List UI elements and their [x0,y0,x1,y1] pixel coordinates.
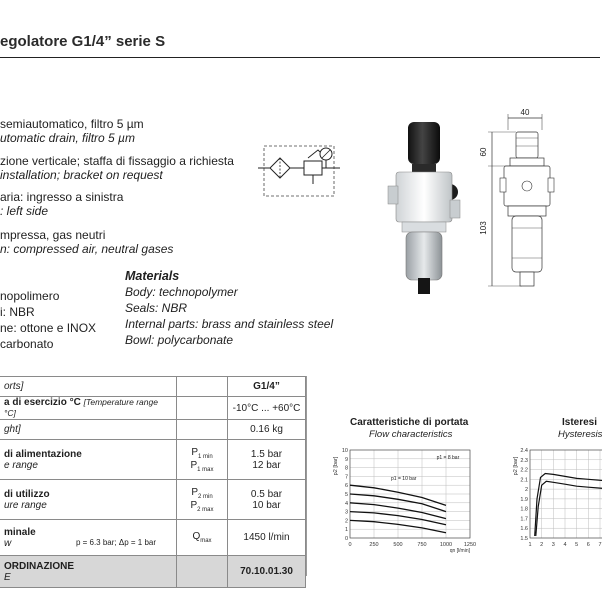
y-tick-label: 7 [344,474,348,481]
flow-it: minale [4,526,36,538]
x-axis-label: qn [l/min] [449,548,470,554]
feature-1 [0,117,144,145]
outlet-sym-max: P [190,499,198,511]
order-code: 70.10.01.30 [228,556,306,588]
title-rule [0,57,600,58]
y-axis-label: p2 [bar] [333,456,339,476]
feature-3-it: aria: ingresso a sinistra [0,190,124,204]
outlet-min: 0.5 bar [250,488,283,500]
outlet-sub-max: 2 max [197,506,214,513]
supply-values [228,440,306,480]
y-tick-label: 2.4 [520,448,528,454]
supply-en: e range [4,459,38,471]
y-tick-label: 1.7 [520,516,528,523]
flow-value: 1450 l/min [228,520,306,556]
supply-sub-min: 1 min [198,453,213,460]
material-en-2: Seals: NBR [125,301,188,315]
feature-4-en: n: compressed air, neutral gases [0,242,174,256]
material-en-4: Bowl: polycarbonate [125,333,234,347]
outlet-it: di utilizzo [4,488,50,500]
y-tick-label: 4 [344,500,348,507]
section-divider [306,376,307,576]
x-tick-label: 750 [417,542,427,548]
feature-2-en: installation; bracket on request [0,168,163,182]
regulator-body [396,172,452,222]
row-temperature-label [0,397,177,420]
temperature-it: a di esercizio °C [4,397,81,408]
filter-symbol [270,158,290,178]
material-en-1: Body: technopolymer [125,285,238,299]
x-tick-label: 2 [540,542,544,548]
feature-3 [0,190,123,218]
flow-sym: Q [192,531,201,542]
feature-2-it: zione verticale; staffa di fissaggio a richiesta [0,154,234,168]
x-tick-label: 250 [369,542,379,548]
annotation-p1-8: p1 = 8 bar [436,454,460,461]
drain-valve [418,278,430,294]
y-tick-label: 3 [344,509,348,516]
y-tick-label: 1.6 [520,526,528,533]
y-tick-label: 10 [341,448,348,454]
dim-lower: 103 [479,221,488,235]
flow-chart-subtitle: Flow characteristics [369,429,453,440]
row-flow-label [0,520,177,556]
table-row [0,420,306,440]
outlet-en: ure range [4,499,47,511]
outlet-max: 10 bar [252,499,281,511]
supply-sym-max: P [190,459,198,471]
flow-en: w [4,537,12,549]
row-outlet-label [0,480,177,520]
feature-4-it: mpressa, gas neutri [0,228,106,242]
table-row [0,520,306,556]
header-size: G1/4” [228,377,306,397]
x-tick-label: 500 [393,542,403,548]
material-en-3: Internal parts: brass and stainless steel [125,317,334,331]
row-weight-label: ght] [0,420,177,440]
hysteresis-chart-title: Isteresi [562,417,598,428]
filter-bowl [406,232,442,280]
y-tick-label: 1 [344,527,348,534]
materials-heading: Materials [125,269,180,283]
weight-value: 0.16 kg [228,420,306,440]
x-tick-label: 0 [348,542,352,548]
feature-4 [0,228,173,256]
y-tick-label: 2.3 [520,457,528,464]
x-tick-label: 7 [598,542,602,548]
outlet-values [228,480,306,520]
hysteresis-chart [498,442,600,554]
supply-sub-max: 1 max [197,466,214,473]
row-supply-label [0,440,177,480]
x-tick-label: 1000 [439,542,453,548]
table-row [0,397,306,420]
order-en: E [4,571,11,583]
x-tick-label: 6 [586,542,590,548]
pneumatic-symbol [258,140,340,202]
x-tick-label: 3 [551,542,555,548]
supply-it: di alimentazione [4,448,82,460]
y-axis-label: p2 [bar] [513,456,519,476]
outlet-symbols [177,480,228,520]
header-label: orts] [0,377,177,397]
outlet-sym-min: P [191,486,198,498]
temperature-en: [Temperature range °C] [4,397,158,418]
y-tick-label: 2.2 [520,467,528,474]
flow-symbol [177,520,228,556]
y-tick-label: 2 [524,487,528,494]
outlet-sub-min: 2 min [198,493,213,500]
y-tick-label: 1.8 [520,506,528,513]
y-tick-label: 0 [344,536,348,542]
y-tick-label: 5 [344,492,348,498]
header-symbol [177,377,228,397]
material-it-4: carbonato [0,337,54,351]
table-row [0,480,306,520]
dim-upper: 60 [479,147,488,157]
y-tick-label: 9 [344,456,348,463]
y-tick-label: 1.9 [520,496,528,503]
x-tick-label: 1 [528,542,532,548]
feature-1-it: semiautomatico, filtro 5 µm [0,117,144,131]
feature-1-en: utomatic drain, filtro 5 µm [0,131,135,145]
x-tick-label: 1250 [463,542,477,548]
material-it-1: nopolimero [0,289,60,303]
spec-table [0,376,306,588]
regulator-knob [408,122,440,164]
supply-max: 12 bar [252,459,281,471]
y-tick-label: 2.1 [520,477,528,484]
dimension-drawing [478,108,558,304]
flow-chart [326,442,488,554]
row-order-label [0,556,177,588]
dim-width: 40 [520,108,530,117]
table-row [0,440,306,480]
drawing-knob [516,132,538,158]
order-it: ORDINAZIONE [4,560,74,572]
y-tick-label: 6 [344,483,348,490]
supply-symbols [177,440,228,480]
table-header-row [0,377,306,397]
y-tick-label: 2 [344,518,348,525]
x-tick-label: 4 [563,542,567,548]
materials-it [0,288,96,352]
regulator-symbol [304,161,322,175]
product-image [382,112,470,300]
drawing-body [504,166,550,206]
page-title: egolatore G1/4” serie S [0,33,166,50]
hysteresis-chart-subtitle: Hysteresis [558,429,602,440]
x-tick-label: 5 [575,542,579,548]
flow-note: p = 6.3 bar; Δp = 1 bar [75,537,156,547]
supply-min: 1.5 bar [250,448,283,460]
material-it-2: i: NBR [0,305,35,319]
flow-chart-title: Caratteristiche di portata [350,417,469,428]
drawing-bowl [512,216,542,272]
materials-en [125,268,333,348]
supply-sym-min: P [191,446,198,458]
temperature-value: -10°C ... +60°C [228,397,306,420]
flow-sub: max [200,538,212,544]
y-tick-label: 8 [344,465,348,472]
y-tick-label: 1.5 [520,536,528,542]
feature-3-en: : left side [0,204,49,218]
material-it-3: ne: ottone e INOX [0,321,97,335]
annotation-p1-10: p1 = 10 bar [391,475,417,482]
feature-2 [0,154,234,182]
table-row-order [0,556,306,588]
